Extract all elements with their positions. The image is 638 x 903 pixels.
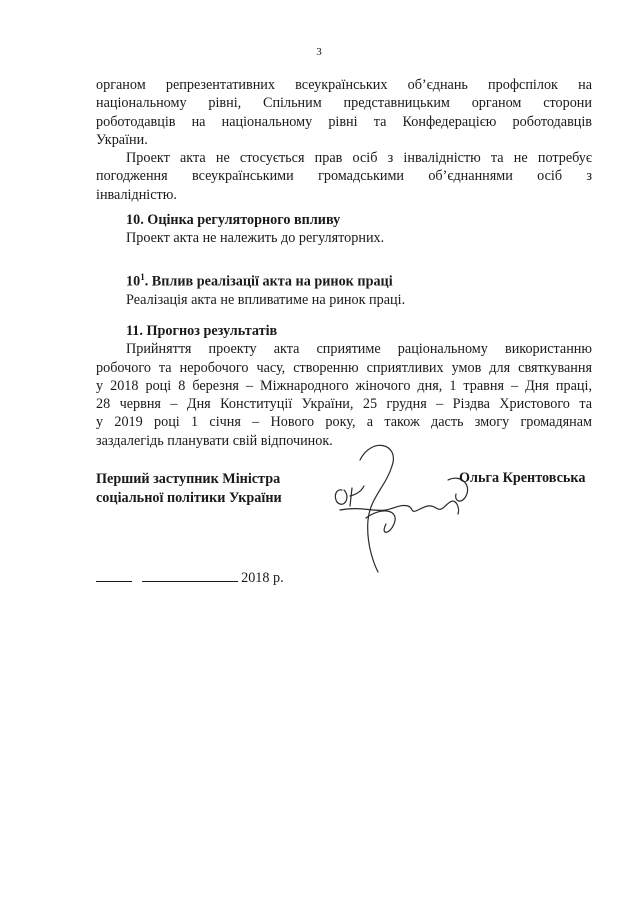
text-line: у 2018 році 8 березня – Міжнародного жіночого дня, 1 травня – Дня праці, xyxy=(96,377,592,394)
signatory-title-line: Перший заступник Міністра xyxy=(96,471,281,487)
text-line: робочого та неробочого часу, створенню сприятливих умов для святкування xyxy=(96,359,592,376)
text-line: Проект акта не стосується прав осіб з інвалідністю та не потребує xyxy=(126,150,592,166)
text-line: погодження всеукраїнськими громадськими об’єднаннями осіб з xyxy=(96,168,592,185)
section-heading: 10. Оцінка регуляторного впливу xyxy=(126,212,341,228)
text-line: роботодавців на національному рівні та Конфедерацією роботодавців xyxy=(96,113,592,130)
text-line: у 2019 році 1 січня – Нового року, а також дасть змогу громадянам xyxy=(96,414,592,431)
date-year: 2018 р. xyxy=(241,570,284,586)
date-line xyxy=(96,567,284,587)
text-line: національному рівні, Спільним представницьким органом сторони xyxy=(96,95,592,112)
signatory-name: Ольга Крентовська xyxy=(459,470,586,486)
paragraph-disability xyxy=(96,149,592,204)
section-heading xyxy=(96,268,592,291)
text-line: 28 червня – Дня Конституції України, 25 грудня – Різдва Христового та xyxy=(96,396,592,413)
page-number: 3 xyxy=(316,46,322,58)
heading-title: . Вплив реалізації акта на ринок праці xyxy=(144,273,393,290)
text-line: Прийняття проекту акта сприятиме раціональному використанню xyxy=(126,341,592,358)
section-10-1 xyxy=(96,268,592,309)
signatory-title-line: соціальної політики України xyxy=(96,490,282,506)
text-line: інвалідністю. xyxy=(96,186,177,203)
section-text: Реалізація акта не впливатиме на ринок праці. xyxy=(126,292,406,309)
section-11 xyxy=(96,322,592,450)
text-line: України. xyxy=(96,131,148,148)
text-line: заздалегідь планувати свій відпочинок. xyxy=(96,432,333,449)
section-text: Проект акта не належить до регуляторних. xyxy=(126,230,385,247)
month-blank xyxy=(142,567,238,582)
day-blank xyxy=(96,567,132,582)
section-heading: 11. Прогноз результатів xyxy=(126,323,278,339)
heading-superscript: 1 xyxy=(140,272,145,282)
handwritten-signature xyxy=(330,440,500,580)
section-10 xyxy=(96,211,592,248)
signatory-title xyxy=(96,470,282,508)
paragraph-continuation xyxy=(96,76,592,149)
heading-number: 10 xyxy=(126,273,141,290)
text-line: органом репрезентативних всеукраїнських об’єднань профспілок на xyxy=(96,77,592,93)
